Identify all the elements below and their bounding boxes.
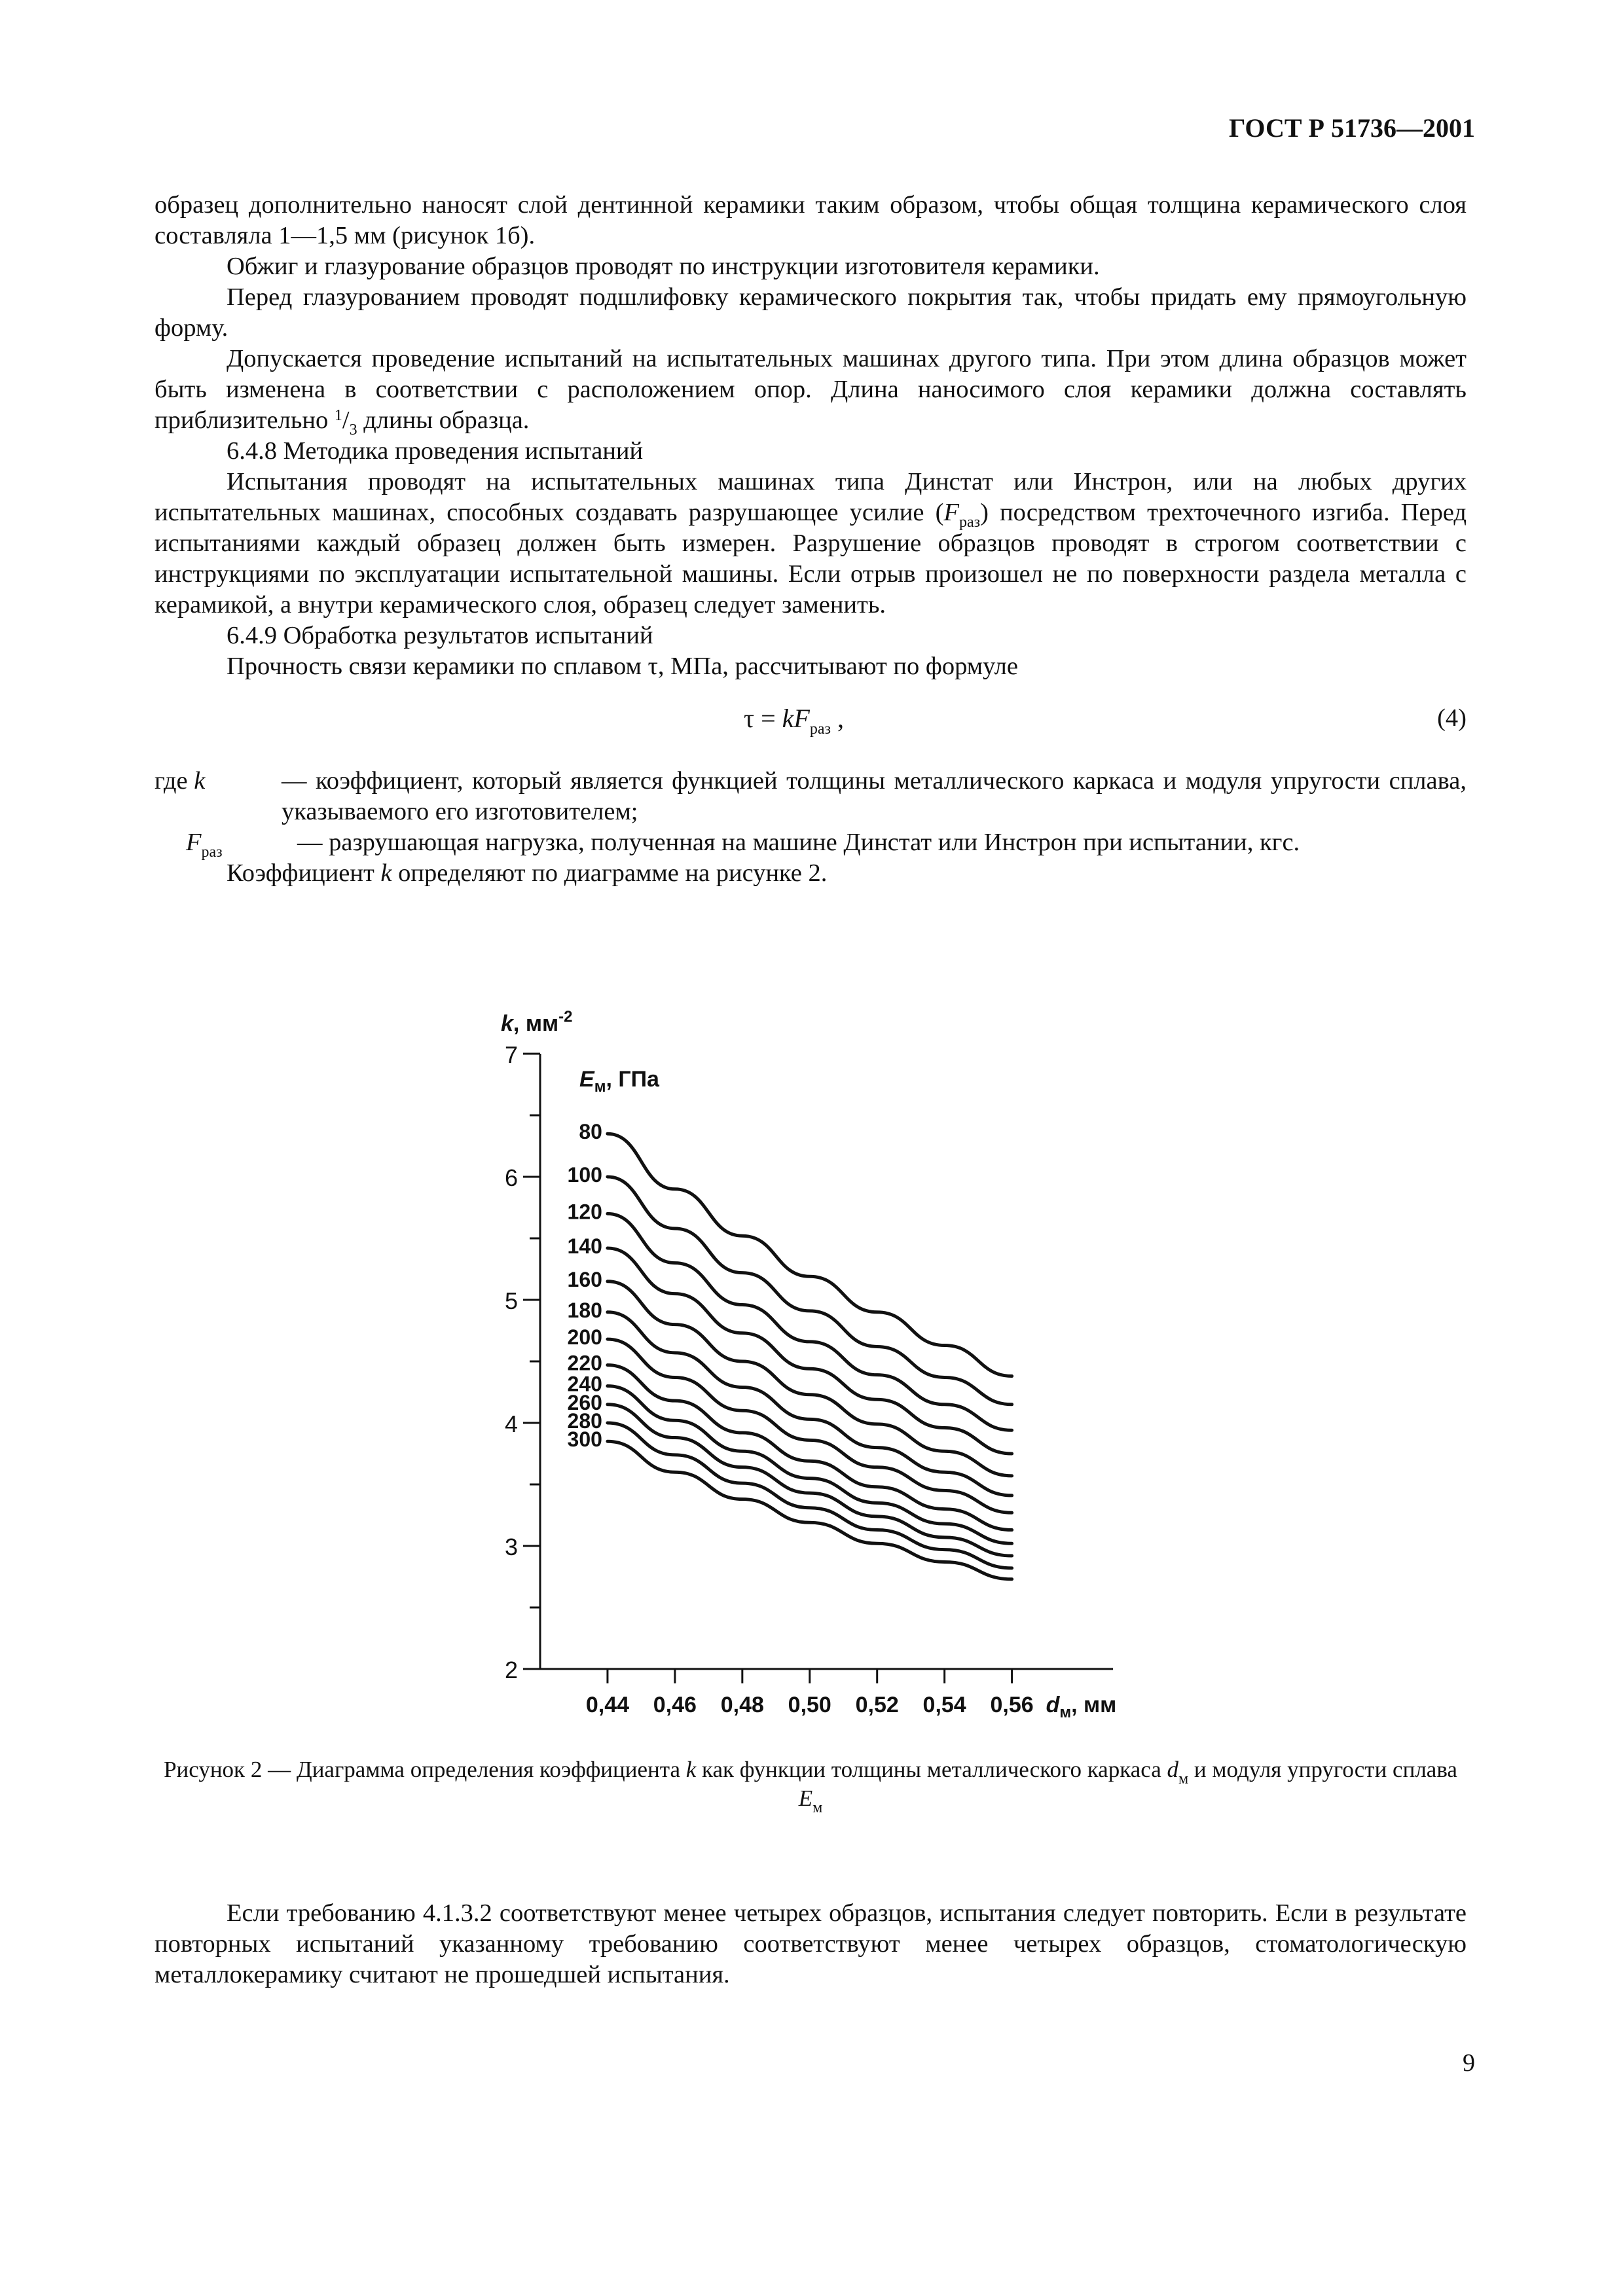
- formula-subscript: раз: [809, 721, 831, 738]
- text-run: Допускается проведение испытаний на испытательных машинах другого типа. При этом длина образцов может быть изменена в соответствии с расположением опор. Длина наносимого слоя керамики должна составлять приблизительно: [155, 345, 1467, 434]
- subscript-raz: раз: [201, 844, 223, 861]
- formula-tail: ,: [830, 704, 844, 733]
- x-tick-label: 0,50: [788, 1693, 831, 1717]
- fraction-denominator: 3: [349, 422, 357, 439]
- where-term-k: [155, 766, 205, 797]
- caption-d: d: [1167, 1757, 1178, 1782]
- x-axis-label: $d_м$, мм: [1046, 1693, 1117, 1721]
- legend-title: $E_м$, ГПа: [579, 1067, 659, 1096]
- where-word: где: [155, 767, 194, 795]
- y-tick-label: 6: [504, 1164, 518, 1191]
- series-label-100: 100: [567, 1163, 602, 1187]
- closing-text: [155, 1898, 1467, 1990]
- series-line-240: [608, 1386, 1012, 1544]
- series-label-200: 200: [567, 1325, 602, 1350]
- paragraph-repeat-tests: Если требованию 4.1.3.2 соответствуют менее четырех образцов, испытания следует повторить. Если в результате повторных испытаний указанному требованию соответствуют менее четырех образцов, стоматологическую металлокерамику считают не прошедшей испытания.: [155, 1899, 1467, 1988]
- y-tick-label: 4: [504, 1410, 518, 1437]
- text-run: длины образца.: [357, 406, 530, 434]
- fraction-slash: /: [342, 406, 350, 434]
- paragraph-ceramic-layer: образец дополнительно наносят слой дентинной керамики таким образом, чтобы общая толщина керамического слоя составляла 1—1,5 мм (рисунок 1б).: [155, 191, 1467, 249]
- paragraph-test-method: [155, 467, 1467, 620]
- symbol-F: F: [186, 829, 202, 856]
- y-tick-label: 3: [504, 1534, 518, 1560]
- caption-k: k: [685, 1757, 697, 1782]
- series-line-200: [608, 1339, 1012, 1513]
- series-line-80: [608, 1134, 1012, 1376]
- series-label-180: 180: [567, 1298, 602, 1322]
- section-heading-6-4-8: 6.4.8 Методика проведения испытаний: [227, 437, 644, 465]
- y-axis-label: k, $мм^{-2}$: [501, 1008, 573, 1036]
- where-k-definition: [155, 766, 1467, 827]
- series-label-140: 140: [567, 1234, 602, 1259]
- caption-text: как функции толщины металлического каркаса: [696, 1757, 1167, 1782]
- subscript-raz: раз: [958, 514, 981, 531]
- text-run: Коэффициент: [227, 859, 381, 887]
- x-tick-label: 0,52: [855, 1693, 899, 1717]
- figure-caption: [155, 1755, 1467, 1816]
- series-line-220: [608, 1365, 1012, 1530]
- symbol-k: k: [380, 859, 392, 887]
- x-tick-label: 0,46: [653, 1693, 697, 1717]
- where-F-text: — разрушающая нагрузка, полученная на машине Динстат или Инстрон при испытании, кгс.: [297, 829, 1300, 856]
- caption-text: Рисунок 2 — Диаграмма определения коэффициента: [164, 1757, 686, 1782]
- y-tick-label: 5: [504, 1287, 518, 1314]
- formula-lhs: τ =: [744, 704, 782, 733]
- text-run: Испытания проводят на испытательных машинах типа Динстат или Инстрон, или на любых других испытательных машинах, способных создавать разрушающее усилие (: [155, 468, 1467, 526]
- series-label-220: 220: [567, 1351, 602, 1375]
- series-label-120: 120: [567, 1200, 602, 1224]
- x-tick-label: 0,44: [585, 1693, 630, 1717]
- formula-kF: kF: [782, 704, 810, 733]
- caption-text: и модуля упругости сплава: [1188, 1757, 1457, 1782]
- y-tick-label: 7: [504, 1041, 518, 1068]
- text-run: определяют по диаграмме на рисунке 2.: [392, 859, 828, 887]
- where-k-text: — коэффициент, который является функцией толщины металлического каркаса и модуля упругости сплава, указываемого его изготовителем;: [282, 767, 1467, 825]
- where-F-definition: [155, 827, 1467, 861]
- text-run: ) посредством трехточечного изгиба. Перед испытаниями каждый образец должен быть измерен. Разрушение образцов проводят в строгом соответствии с инструкциями по эксплуатации испытательной машины. Если отрыв произошел не по поверхности раздела металла с керамикой, а внутри керамического слоя, образец следует заменить.: [155, 499, 1467, 619]
- symbol-F: F: [943, 499, 959, 526]
- paragraph-grinding: Перед глазурованием проводят подшлифовку керамического покрытия так, чтобы придать ему прямоугольную форму.: [155, 283, 1467, 342]
- series-label-300: 300: [567, 1427, 602, 1452]
- caption-E-sub: м: [812, 1799, 823, 1816]
- section-heading-6-4-9: 6.4.9 Обработка результатов испытаний: [227, 622, 653, 649]
- where-term-F: [186, 827, 223, 861]
- paragraph-bond-strength: Прочность связи керамики по сплавом τ, МПа, рассчитывают по формуле: [227, 653, 1018, 680]
- caption-d-sub: м: [1178, 1770, 1189, 1787]
- y-tick-label: 2: [504, 1657, 518, 1683]
- chart-svg: [419, 995, 1178, 1741]
- paragraph-other-machines: [155, 344, 1467, 439]
- formula-4: [155, 696, 1467, 744]
- formula-expression: [744, 703, 844, 738]
- body-text: [155, 190, 1467, 889]
- series-line-120: [608, 1213, 1012, 1430]
- caption-E: E: [798, 1785, 813, 1811]
- series-label-260: 260: [567, 1390, 602, 1414]
- x-tick-label: 0,54: [922, 1693, 966, 1717]
- series-label-80: 80: [579, 1120, 602, 1144]
- coefficient-chart: [419, 995, 1178, 1741]
- fraction-numerator: 1: [334, 407, 342, 424]
- x-tick-label: 0,56: [990, 1693, 1034, 1717]
- series-label-240: 240: [567, 1372, 602, 1396]
- series-label-280: 280: [567, 1409, 602, 1433]
- symbol-k: k: [194, 767, 206, 795]
- x-tick-label: 0,48: [720, 1693, 764, 1717]
- series-line-280: [608, 1423, 1012, 1568]
- series-label-160: 160: [567, 1267, 602, 1291]
- page-number: 9: [1463, 2049, 1475, 2077]
- paragraph-coefficient: [155, 858, 1467, 889]
- standard-header: ГОСТ Р 51736—2001: [1228, 113, 1475, 143]
- formula-number: (4): [1437, 704, 1467, 732]
- paragraph-firing: Обжиг и глазурование образцов проводят по инструкции изготовителя керамики.: [227, 253, 1100, 280]
